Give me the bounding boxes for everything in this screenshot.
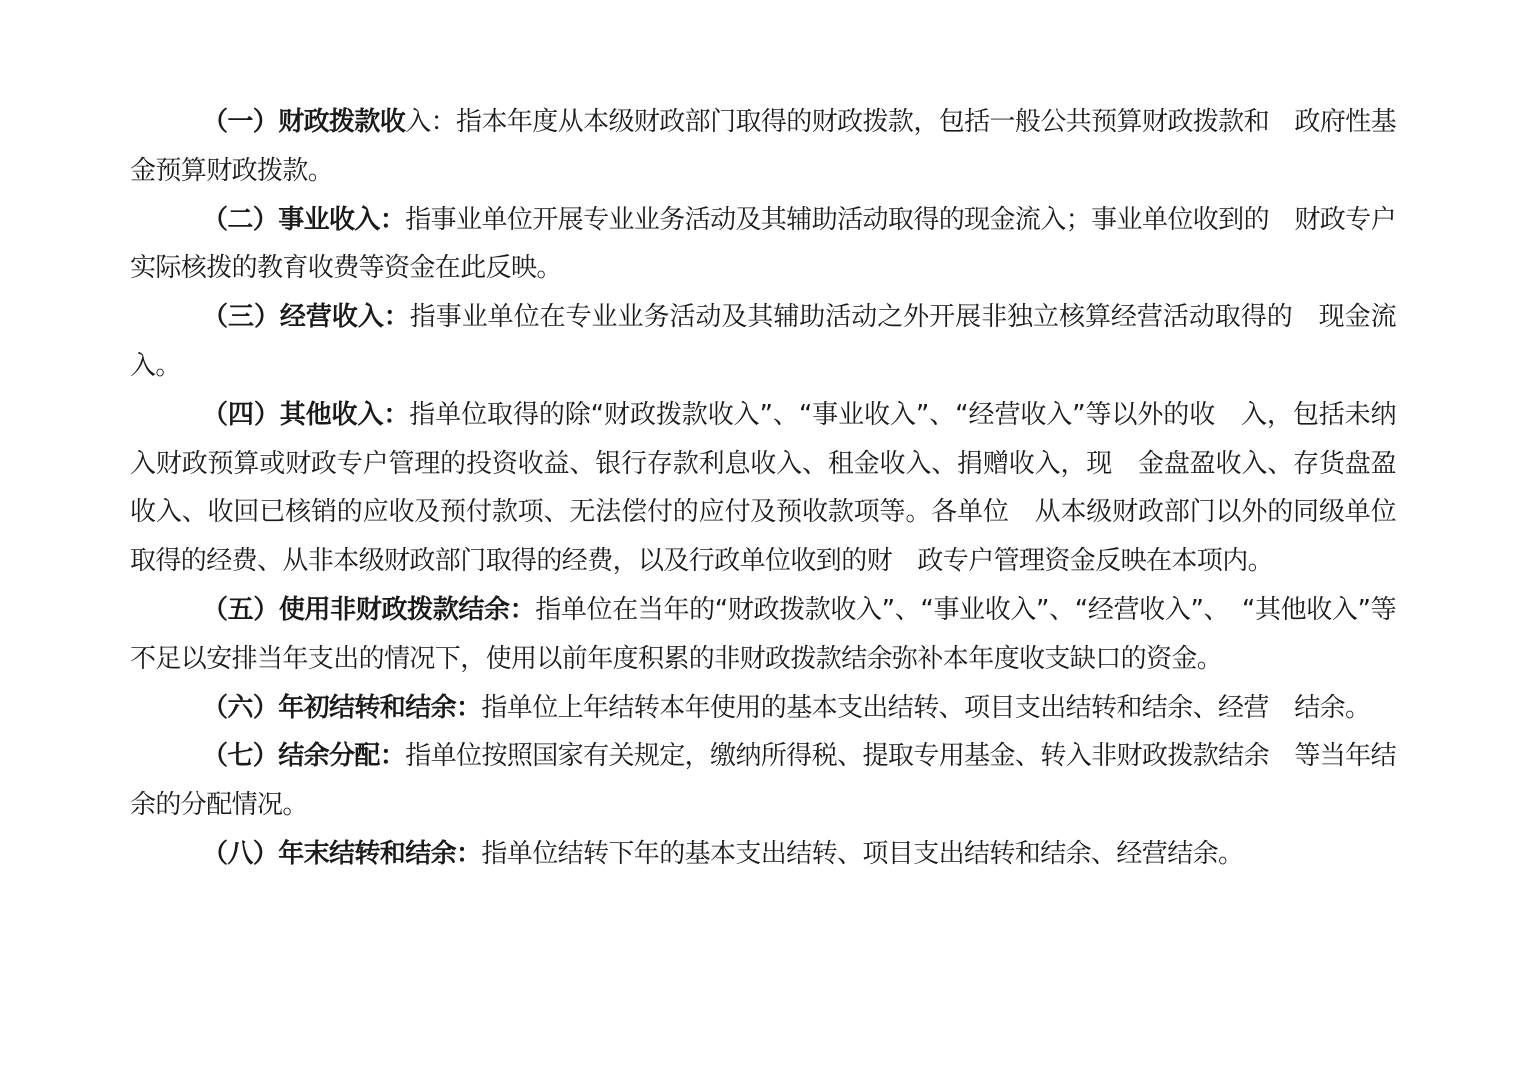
paragraph-other-income [130, 391, 1396, 586]
term-definition: 指单位结转下年的基本支出结转、项目支出结转和结余、经营结余。 [481, 838, 1244, 869]
term-definition: 指事业单位在专业业务活动及其辅助活动之外开展非独立核算经营活动取得的 现金流入。 [130, 302, 1397, 381]
term-definition: 指单位按照国家有关规定，缴纳所得税、提取专用基金、转入非财政拨款结余 等当年结余的分配情况。 [130, 741, 1396, 821]
term-heading: （五）使用非财政拨款结余： [202, 594, 536, 625]
paragraph-balance-distribution [130, 732, 1396, 830]
term-definition: 指事业单位开展专业业务活动及其辅助活动取得的现金流入；事业单位收到的 财政专户实际核拨的教育收费等资金在此反映。 [130, 204, 1396, 284]
term-definition: 入：指本年度从本级财政部门取得的财政拨款，包括一般公共预算财政拨款和 政府性基金预算财政拨款。 [130, 107, 1396, 186]
term-definition: 指单位在当年的“财政拨款收入”、“事业收入”、“经营收入”、 “其他收入”等不足以安排当年支出的情况下，使用以前年度积累的非财政拨款结余弥补本年度收支缺口的资金。 [130, 594, 1396, 674]
document-body [130, 98, 1396, 879]
term-heading: （一）财政拨款收 [202, 107, 406, 137]
paragraph-use-of-non-fiscal-balance [130, 586, 1396, 684]
term-heading: （四）其他收入： [202, 399, 410, 430]
term-heading: （六）年初结转和结余： [202, 692, 482, 723]
term-heading: （三）经营收入： [202, 302, 410, 333]
paragraph-beginning-carryover-balance [130, 684, 1396, 733]
term-heading: （二）事业收入： [202, 204, 406, 235]
term-heading: （七）结余分配： [202, 741, 406, 772]
term-heading: （八）年末结转和结余： [202, 838, 482, 869]
term-definition: 指单位取得的除“财政拨款收入”、“事业收入”、“经营收入”等以外的收 入，包括未纳入财政预算或财政专户管理的投资收益、银行存款利息收入、租金收入、捐赠收入，现 金盘盈收入、存货盘盈收入、收回已核销的应收及预付款项、无法偿付的应付及预收款项等。各单位 从本级财政部门以外的同级单位取得的经费、从非本级财政部门取得的经费，以及行政单位收到的财 政专户管理资金反映在本项内。 [130, 399, 1396, 577]
paragraph-operating-income [130, 293, 1396, 391]
paragraph-ending-carryover-balance [130, 830, 1396, 879]
paragraph-fiscal-appropriation-income [130, 98, 1396, 196]
paragraph-business-income [130, 196, 1396, 294]
term-definition: 指单位上年结转本年使用的基本支出结转、项目支出结转和结余、经营 结余。 [481, 692, 1371, 723]
